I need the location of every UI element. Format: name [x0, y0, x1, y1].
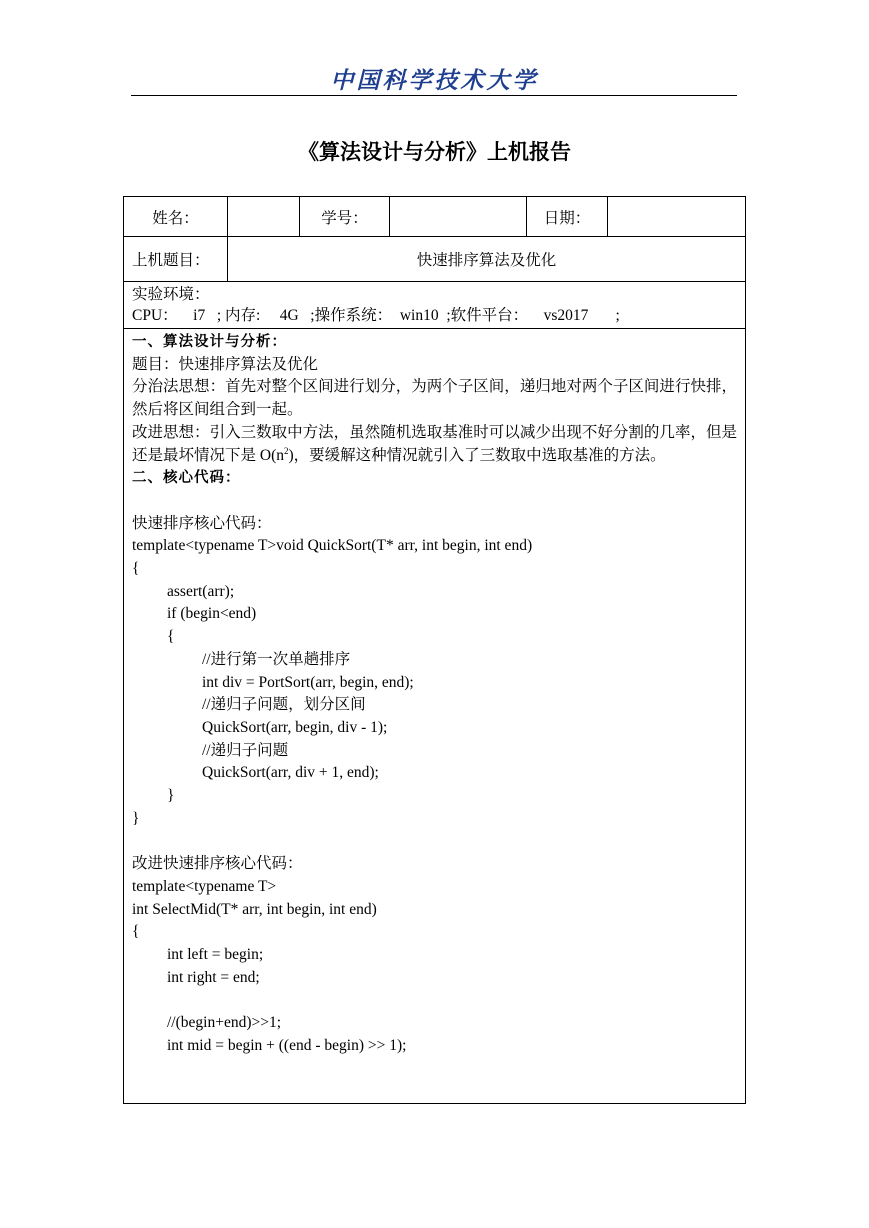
- section-analysis-heading: 一、算法设计与分析：: [132, 334, 287, 350]
- improvement-paragraph: [132, 422, 737, 467]
- divide-conquer-paragraph: 分治法思想：首先对整个区间进行划分，为两个子区间，递归地对两个子区间进行快排，然后将区间组合到一起。: [132, 378, 737, 419]
- code-line: {: [132, 560, 140, 578]
- student-id-label: 学号：: [300, 197, 390, 237]
- code-line: //递归子问题: [202, 741, 289, 759]
- code-line: template<typename T>: [132, 877, 277, 895]
- code-line: assert(arr);: [167, 582, 235, 600]
- problem-topic: 题目：快速排序算法及优化: [132, 355, 319, 373]
- improvement-text-before: 改进思想：引入三数取中方法，虽然随机选取基准时可以减少出现不好分割的几率，但是还是最坏情况下是 O(n: [132, 423, 737, 464]
- environment-row: [124, 282, 746, 329]
- code-line: QuickSort(arr, begin, div - 1);: [202, 718, 388, 736]
- date-label: 日期：: [527, 197, 608, 237]
- name-label: 姓名：: [124, 197, 228, 237]
- code-line: int div = PortSort(arr, begin, end);: [202, 673, 414, 691]
- code-line: if (begin<end): [167, 605, 257, 623]
- report-title: 《算法设计与分析》上机报告: [298, 139, 571, 164]
- university-logo-text: 中国科学技术大学: [330, 67, 539, 94]
- student-id-value: [390, 197, 527, 237]
- environment-cell: [124, 282, 746, 329]
- content-cell: [124, 329, 746, 1104]
- code-line: int right = end;: [167, 968, 260, 986]
- code-line: }: [132, 809, 140, 827]
- code-line: QuickSort(arr, div + 1, end);: [202, 764, 379, 782]
- code-line: template<typename T>void QuickSort(T* arr, int begin, int end): [132, 537, 533, 555]
- content-row: [124, 329, 746, 1104]
- blank-line: [132, 830, 737, 853]
- code-line: int left = begin;: [167, 945, 264, 963]
- code-line: {: [132, 923, 140, 941]
- environment-specs: CPU： i7 ; 内存: 4G ;操作系统： win10 ;软件平台： vs2017 ;: [132, 307, 620, 324]
- code-line: //进行第一次单趟排序: [202, 650, 351, 668]
- improvement-text-after: )，要缓解这种情况就引入了三数取中选取基准的方法。: [288, 446, 666, 464]
- code-line: }: [167, 787, 175, 805]
- report-table: [123, 196, 746, 1104]
- code-line: int mid = begin + ((end - begin) >> 1);: [167, 1036, 407, 1054]
- topic-value: 快速排序算法及优化: [228, 237, 746, 282]
- blank-line: [132, 490, 737, 513]
- exponent: 2: [283, 445, 289, 456]
- section-code-heading: 二、核心代码：: [132, 470, 241, 487]
- improved-code-label: 改进快速排序核心代码：: [132, 855, 303, 873]
- code-line: {: [167, 628, 175, 646]
- quicksort-code-block: [132, 535, 737, 830]
- code-line: //(begin+end)>>1;: [167, 1014, 282, 1032]
- topic-row: [124, 237, 746, 282]
- header-divider: [131, 95, 737, 96]
- date-value: [608, 197, 746, 237]
- environment-label: 实验环境：: [132, 286, 210, 303]
- info-row: [124, 197, 746, 237]
- improved-code-block: [132, 876, 737, 1058]
- code-line: //递归子问题，划分区间: [202, 696, 366, 714]
- quicksort-code-label: 快速排序核心代码：: [132, 514, 272, 532]
- code-line: [132, 989, 737, 1012]
- name-value: [228, 197, 300, 237]
- code-line: int SelectMid(T* arr, int begin, int end): [132, 900, 377, 918]
- topic-label: 上机题目：: [124, 237, 228, 282]
